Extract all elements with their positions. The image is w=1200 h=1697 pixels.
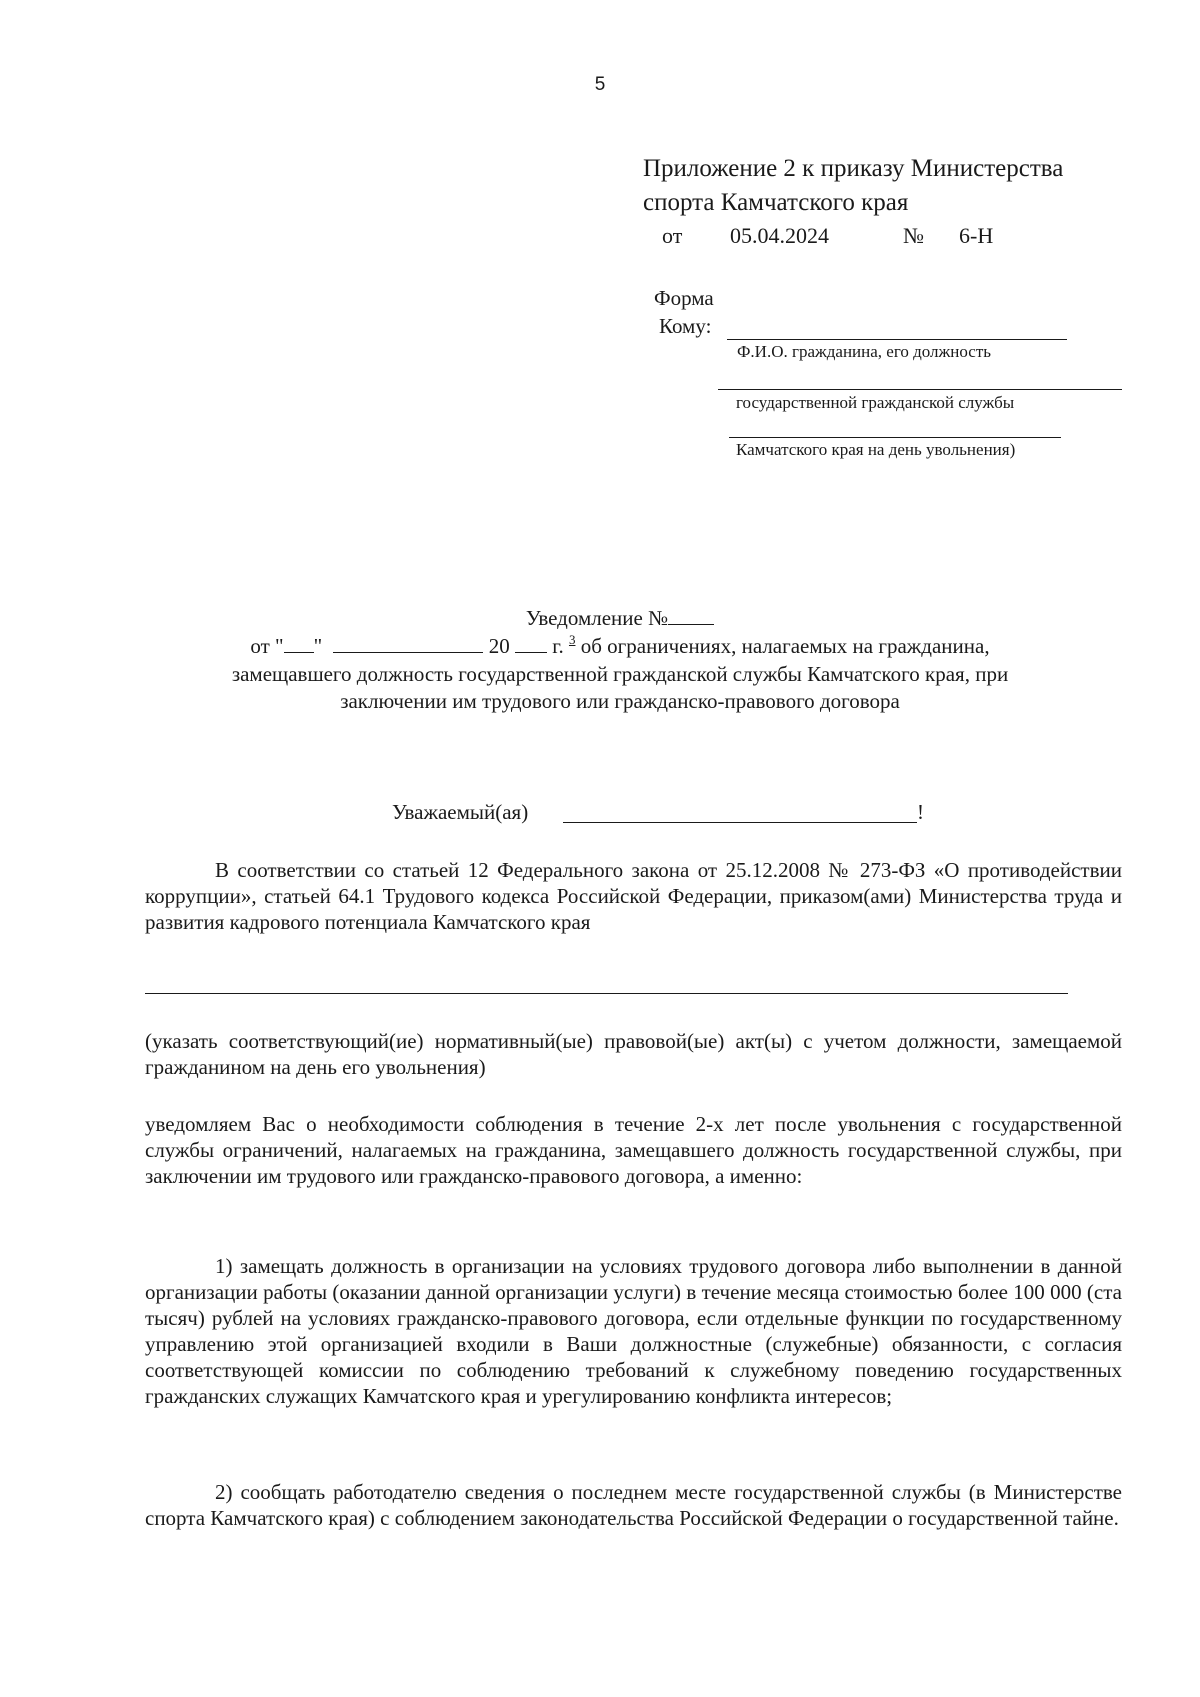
- notice-footnote: 3: [568, 632, 576, 647]
- legal-act-line: [145, 993, 1068, 994]
- salutation-text: Уважаемый(ая): [392, 800, 529, 824]
- recipient-line-3: [729, 437, 1061, 438]
- body-paragraph-4: 1) замещать должность в организации на условиях трудового договора либо выполнении в данной организации работы (оказании данной организации услуги) в течение месяца стоимостью более 100 000 (ста тысяч) рублей на условиях гражданско-правового договора, если отдельные функции по государственному управлению этой организацией входили в Ваши должностные (служебные) обязанности, с согласия соответствующей комиссии по соблюдению требований к служебному поведению государственных гражданских служащих Камчатского края и урегулированию конфликта интересов;: [145, 1254, 1122, 1408]
- notice-day-blank: [284, 634, 314, 653]
- approval-number: 6-Н: [959, 223, 994, 248]
- recipient-hint-3: Камчатского края на день увольнения): [736, 440, 1016, 459]
- body-paragraph-2: (указать соответствующий(ие) нормативный(ые) правовой(ые) акт(ы) с учетом должности, замещаемой гражданином на день его увольнения): [145, 1029, 1122, 1079]
- recipient-hint-1: Ф.И.О. гражданина, его должность: [737, 342, 992, 361]
- notice-year-prefix: 20: [488, 634, 510, 658]
- notice-month-blank: [333, 634, 483, 653]
- form-label: Форма: [654, 286, 714, 310]
- salutation-name-line: [563, 822, 917, 823]
- notice-line-3: заключении им трудового или гражданско-правового договора: [340, 689, 900, 713]
- notice-line1-rest: об ограничениях, налагаемых на гражданина,: [580, 634, 990, 658]
- notice-title-text: Уведомление №: [525, 606, 669, 630]
- recipient-line-2: [718, 389, 1122, 390]
- notice-date-line: [130, 634, 1110, 659]
- page-number: 5: [594, 74, 606, 95]
- salutation-end: !: [917, 800, 924, 824]
- body-paragraph-5: 2) сообщать работодателю сведения о последнем месте государственной службы (в Министерстве спорта Камчатского края) с соблюдением законодательства Российской Федерации о государственной тайне.: [145, 1480, 1122, 1530]
- recipient-hint-2: государственной гражданской службы: [736, 393, 1015, 412]
- approval-line-1: Приложение 2 к приказу Министерства: [643, 155, 1064, 182]
- approval-number-prefix: №: [903, 223, 924, 248]
- approval-date-prefix: от: [662, 223, 683, 248]
- approval-line-2: спорта Камчатского края: [643, 189, 909, 216]
- notice-line-2: замещавшего должность государственной гражданской службы Камчатского края, при: [231, 662, 1009, 686]
- body-paragraph-3: уведомляем Вас о необходимости соблюдения в течение 2-х лет после увольнения с государственной службы ограничений, налагаемых на гражданина, замещавшего должность государственной службы, при заключении им трудового или гражданско-правового договора, а именно:: [145, 1112, 1122, 1188]
- body-paragraph-1: В соответствии со статьей 12 Федерального закона от 25.12.2008 № 273-ФЗ «О противодействии коррупции», статьей 64.1 Трудового кодекса Российской Федерации, приказом(ами) Министерства труда и развития кадрового потенциала Камчатского края: [145, 858, 1122, 934]
- approval-date: 05.04.2024: [730, 223, 829, 248]
- notice-from-prefix: от ": [250, 634, 284, 658]
- notice-year-suffix: г.: [552, 634, 564, 658]
- notice-title: [130, 606, 1110, 631]
- recipient-label: Кому:: [659, 314, 712, 338]
- notice-from-mid: ": [313, 634, 323, 658]
- recipient-name-line: [727, 339, 1067, 340]
- notice-number-blank: [668, 606, 714, 625]
- notice-year-blank: [515, 634, 547, 653]
